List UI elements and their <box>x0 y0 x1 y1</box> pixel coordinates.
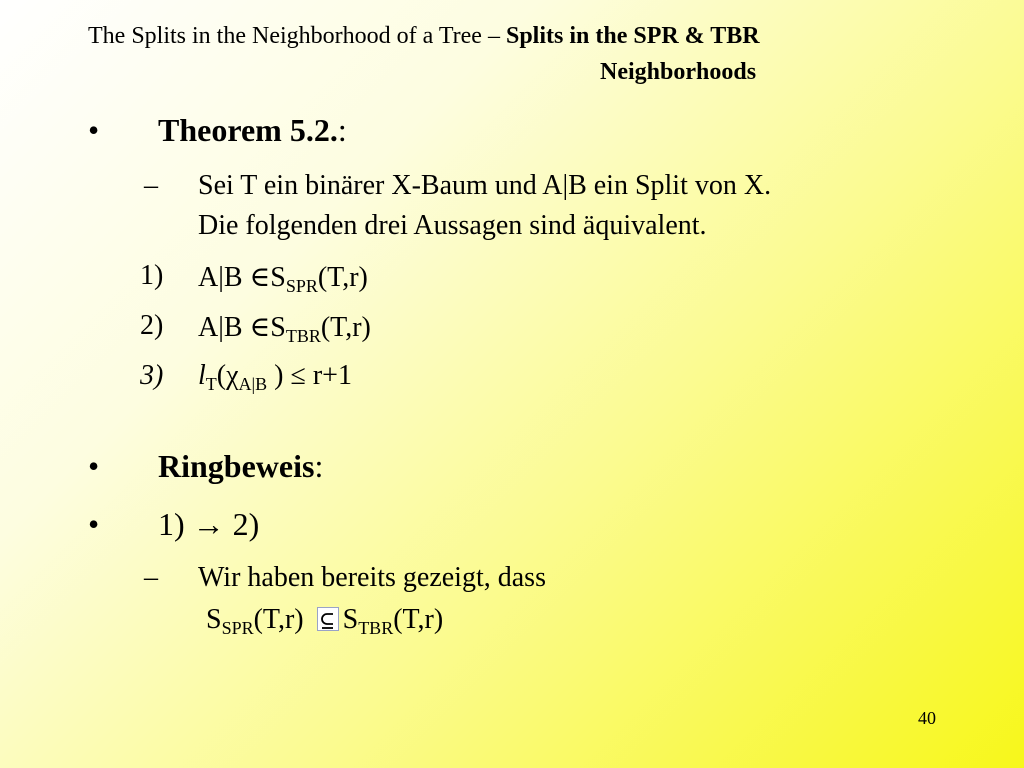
step-heading <box>158 506 259 543</box>
lhs-set: S <box>206 604 222 635</box>
page-number: 40 <box>918 708 936 728</box>
l-symbol: l <box>198 360 206 391</box>
chi-symbol: χ <box>226 360 239 391</box>
dash-marker: – <box>144 562 158 593</box>
bullet-marker: • <box>88 112 100 148</box>
bullet-marker: • <box>88 448 100 484</box>
open-paren: ( <box>216 360 227 391</box>
set-subscript: SPR <box>285 276 318 296</box>
rhs-args: (T,r) <box>393 604 444 635</box>
set-symbol: S <box>270 262 286 293</box>
proof-line1: Wir haben bereits gezeigt, dass <box>198 562 546 593</box>
item3-formula <box>198 360 352 392</box>
element-of-symbol: ∈ <box>249 312 271 343</box>
theorem-label: Theorem 5.2. <box>158 112 338 148</box>
title-bold-line1: Splits in the SPR & TBR <box>505 23 760 49</box>
subset-icon <box>317 607 339 631</box>
title-bold-line2: Neighborhoods <box>600 59 757 85</box>
lhs-args: (T,r) <box>253 604 304 635</box>
item-lhs: A|B <box>198 312 243 343</box>
theorem-heading <box>158 112 347 149</box>
rhs-subscript: TBR <box>358 618 394 638</box>
item-number: 3) <box>140 360 164 391</box>
step-to: 2) <box>232 506 260 542</box>
item-number: 1) <box>140 260 164 291</box>
ringbeweis-heading <box>158 448 323 485</box>
theorem-statement-line1: Sei T ein binärer X-Baum und A|B ein Split von X. <box>198 170 772 201</box>
slide-title-line2 <box>600 56 756 88</box>
step-from: 1) <box>158 506 185 542</box>
lhs-subscript: SPR <box>221 618 254 638</box>
theorem-statement-line2: Die folgenden drei Aussagen sind äquivalent. <box>198 210 707 241</box>
set-args: (T,r) <box>317 262 368 293</box>
item-lhs: A|B <box>198 262 243 293</box>
rhs-set: S <box>342 604 359 635</box>
close-paren: ) <box>267 360 284 391</box>
set-args: (T,r) <box>320 312 371 343</box>
element-of-symbol: ∈ <box>249 262 271 293</box>
set-symbol: S <box>270 312 286 343</box>
theorem-colon: : <box>337 112 347 148</box>
item-formula <box>198 310 371 344</box>
dash-marker: – <box>144 170 158 201</box>
rhs-value: r+1 <box>312 360 352 391</box>
ringbeweis-colon: : <box>314 448 324 484</box>
title-plain: The Splits in the Neighborhood of a Tree – <box>88 23 506 49</box>
item-number: 2) <box>140 310 164 341</box>
leq-symbol: ≤ <box>290 360 306 391</box>
bullet-marker: • <box>88 506 100 542</box>
slide-title <box>88 20 760 52</box>
proof-relation <box>206 604 443 636</box>
arrow-right-icon: → <box>192 506 225 542</box>
item-formula <box>198 260 368 294</box>
ringbeweis-label: Ringbeweis <box>158 448 315 484</box>
set-subscript: TBR <box>285 326 321 346</box>
chi-subscript: A|B <box>238 374 268 394</box>
l-subscript: T <box>205 374 217 394</box>
